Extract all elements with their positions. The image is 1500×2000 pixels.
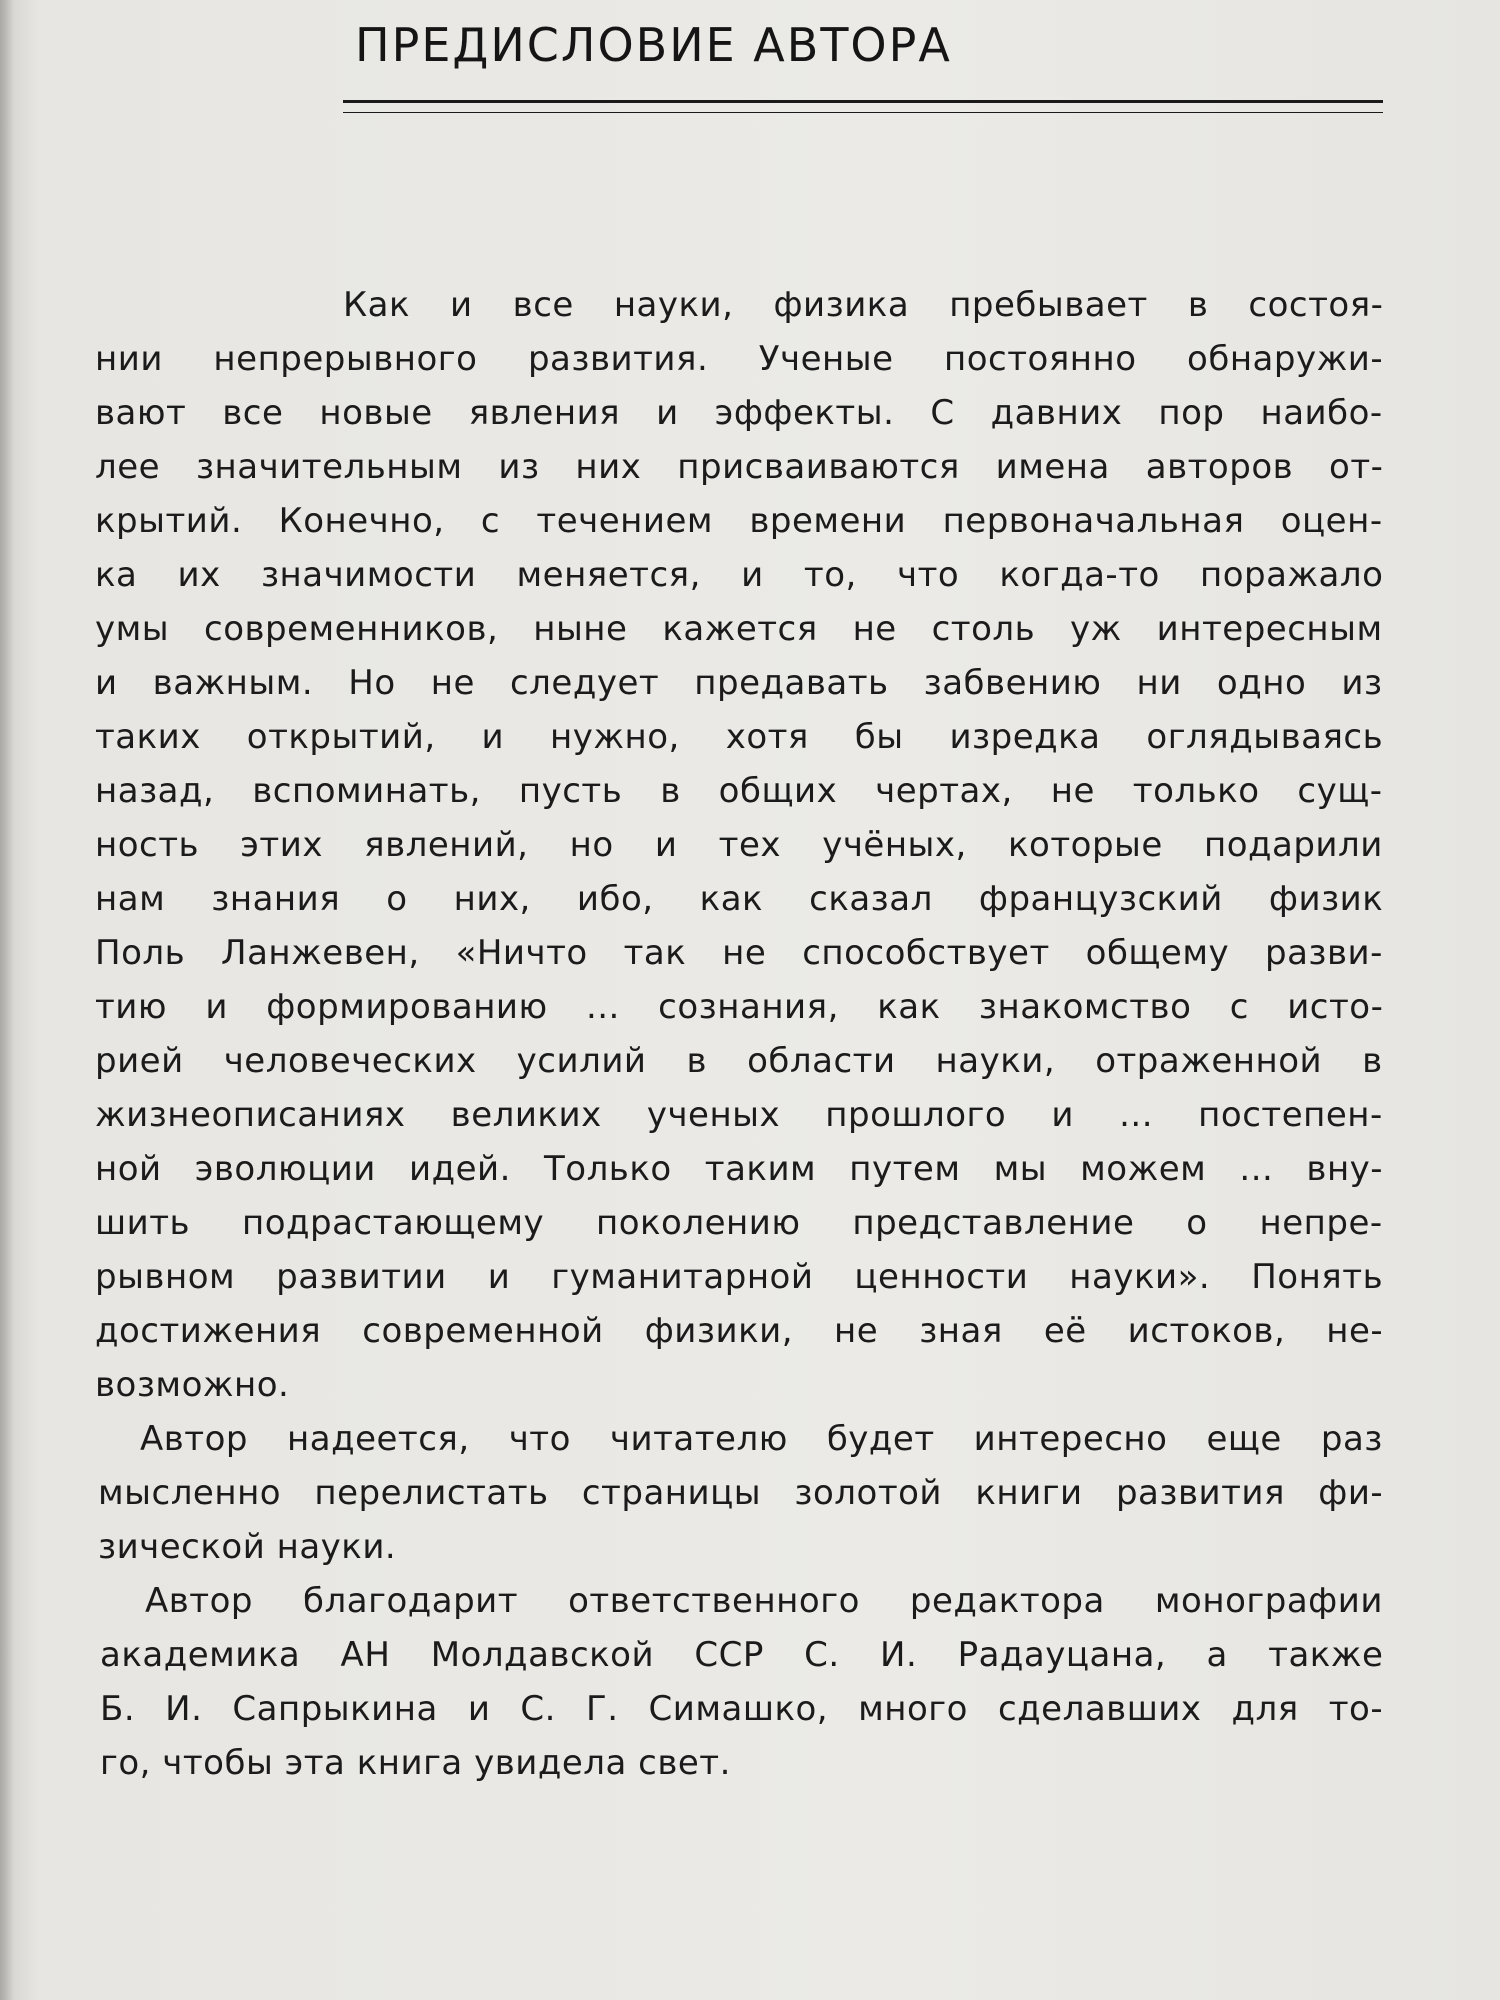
text-line: крытий. Конечно, с течением времени первоначальная оцен- (95, 501, 1383, 541)
text-line: вают все новые явления и эффекты. С давних пор наибо- (95, 393, 1383, 433)
text-line: возможно. (95, 1365, 290, 1405)
page-binding-shadow (0, 0, 14, 2000)
text-line: шить подрастающему поколению представление о непре- (95, 1203, 1383, 1243)
text-line: жизнеописаниях великих ученых прошлого и ... постепен- (95, 1095, 1383, 1135)
text-line: Б. И. Сапрыкина и С. Г. Симашко, много сделавших для то- (100, 1689, 1384, 1729)
heading-double-rule (343, 100, 1383, 113)
text-line: тию и формированию ... сознания, как знакомство с исто- (95, 987, 1384, 1027)
text-line: ка их значимости меняется, и то, что когда-то поражало (95, 555, 1384, 595)
text-line: нам знания о них, ибо, как сказал французский физик (95, 879, 1384, 919)
text-line: ность этих явлений, но и тех учёных, которые подарили (95, 825, 1383, 865)
text-line: рией человеческих усилий в области науки, отраженной в (95, 1041, 1383, 1081)
text-line: и важным. Но не следует предавать забвению ни одно из (95, 663, 1383, 703)
text-line: зической науки. (98, 1527, 397, 1567)
text-line: достижения современной физики, не зная её истоков, не- (95, 1311, 1384, 1351)
text-line: назад, вспоминать, пусть в общих чертах, не только сущ- (95, 771, 1383, 811)
text-line: нии непрерывного развития. Ученые постоянно обнаружи- (95, 339, 1384, 379)
text-line: го, чтобы эта книга увидела свет. (100, 1743, 731, 1783)
text-line: академика АН Молдавской ССР С. И. Радауцана, а также (100, 1635, 1384, 1675)
text-line: ной эволюции идей. Только таким путем мы можем ... вну- (95, 1149, 1384, 1189)
text-line: Поль Ланжевен, «Ничто так не способствует общему разви- (95, 933, 1383, 973)
text-line: лее значительным из них присваиваются имена авторов от- (95, 447, 1384, 487)
text-line: рывном развитии и гуманитарной ценности науки». Понять (95, 1257, 1384, 1297)
text-line: Автор надеется, что читателю будет интересно еще раз (140, 1419, 1383, 1459)
page-heading: ПРЕДИСЛОВИЕ АВТОРА (355, 18, 952, 72)
text-line: Автор благодарит ответственного редактора монографии (145, 1581, 1383, 1621)
text-line: таких открытий, и нужно, хотя бы изредка оглядываясь (95, 717, 1384, 757)
text-line: умы современников, ныне кажется не столь уж интересным (95, 609, 1383, 649)
text-line: Как и все науки, физика пребывает в состоя- (343, 285, 1384, 325)
text-line: мысленно перелистать страницы золотой книги развития фи- (98, 1473, 1384, 1513)
